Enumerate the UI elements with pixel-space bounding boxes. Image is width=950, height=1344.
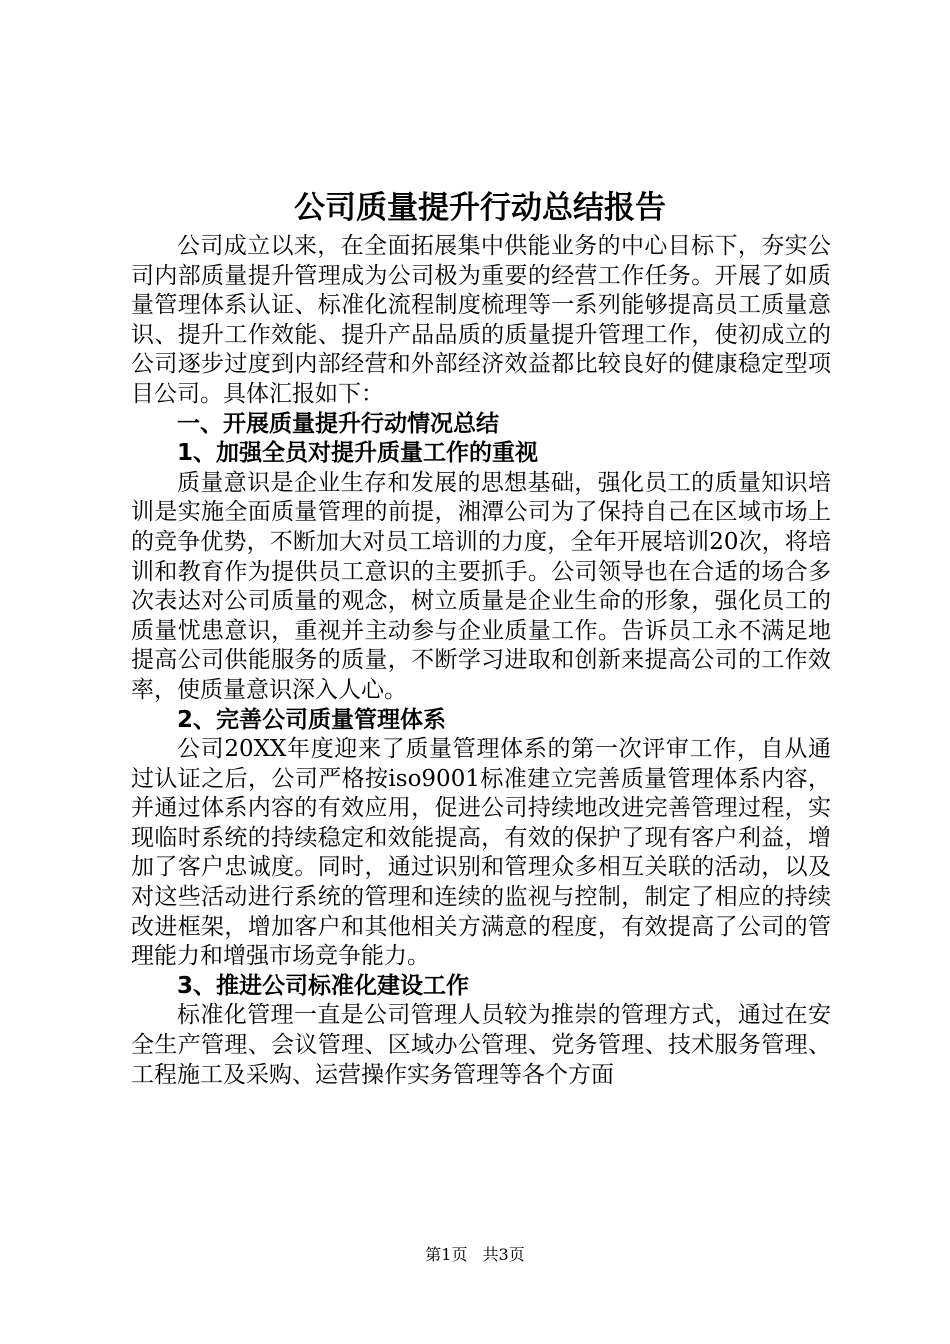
page-number: 第1页 <box>425 1245 468 1264</box>
paragraph-3: 标准化管理一直是公司管理人员较为推崇的管理方式，通过在安全生产管理、会议管理、区域办公管理、党务管理、技术服务管理、工程施工及采购、运营操作实务管理等各个方面 <box>131 1002 831 1088</box>
page-footer <box>0 1245 950 1265</box>
section-heading-1: 一、开展质量提升行动情况总结 <box>177 410 499 437</box>
paragraph-1: 质量意识是企业生存和发展的思想基础，强化员工的质量知识培训是实施全面质量管理的前提，湘潭公司为了保持自己在区域市场上的竞争优势，不断加大对员工培训的力度，全年开展培训20次，将培训和教育作为提供员工意识的主要抓手。公司领导也在合适的场合多次表达对公司质量的观念，树立质量是企业生命的形象，强化员工的质量忧患意识，重视并主动参与企业质量工作。告诉员工永不满足地提高公司供能服务的质量，不断学习进取和创新来提高公司的工作效率，使质量意识深入人心。 <box>131 469 831 703</box>
paragraph-2: 公司20XX年度迎来了质量管理体系的第一次评审工作，自从通过认证之后，公司严格按iso9001标准建立完善质量管理体系内容，并通过体系内容的有效应用，促进公司持续地改进完善管理过程，实现临时系统的持续稳定和效能提高，有效的保护了现有客户利益，增加了客户忠诚度。同时，通过识别和管理众多相互关联的活动，以及对这些活动进行系统的管理和连续的监视与控制，制定了相应的持续改进框架，增加客户和其他相关方满意的程度，有效提高了公司的管理能力和增强市场竞争能力。 <box>131 736 831 970</box>
intro-paragraph: 公司成立以来，在全面拓展集中供能业务的中心目标下，夯实公司内部质量提升管理成为公司极为重要的经营工作任务。开展了如质量管理体系认证、标准化流程制度梳理等一系列能够提高员工质量意识、提升工作效能、提升产品品质的质量提升管理工作，使初成立的公司逐步过度到内部经营和外部经济效益都比较良好的健康稳定型项目公司。具体汇报如下： <box>131 233 831 407</box>
subsection-heading-1: 1、加强全员对提升质量工作的重视 <box>177 440 539 467</box>
subsection-heading-3: 3、推进公司标准化建设工作 <box>177 972 470 999</box>
total-pages: 共3页 <box>482 1245 525 1264</box>
document-title: 公司质量提升行动总结报告 <box>294 190 666 226</box>
document-body <box>131 232 831 1090</box>
subsection-heading-2: 2、完善公司质量管理体系 <box>177 706 447 733</box>
